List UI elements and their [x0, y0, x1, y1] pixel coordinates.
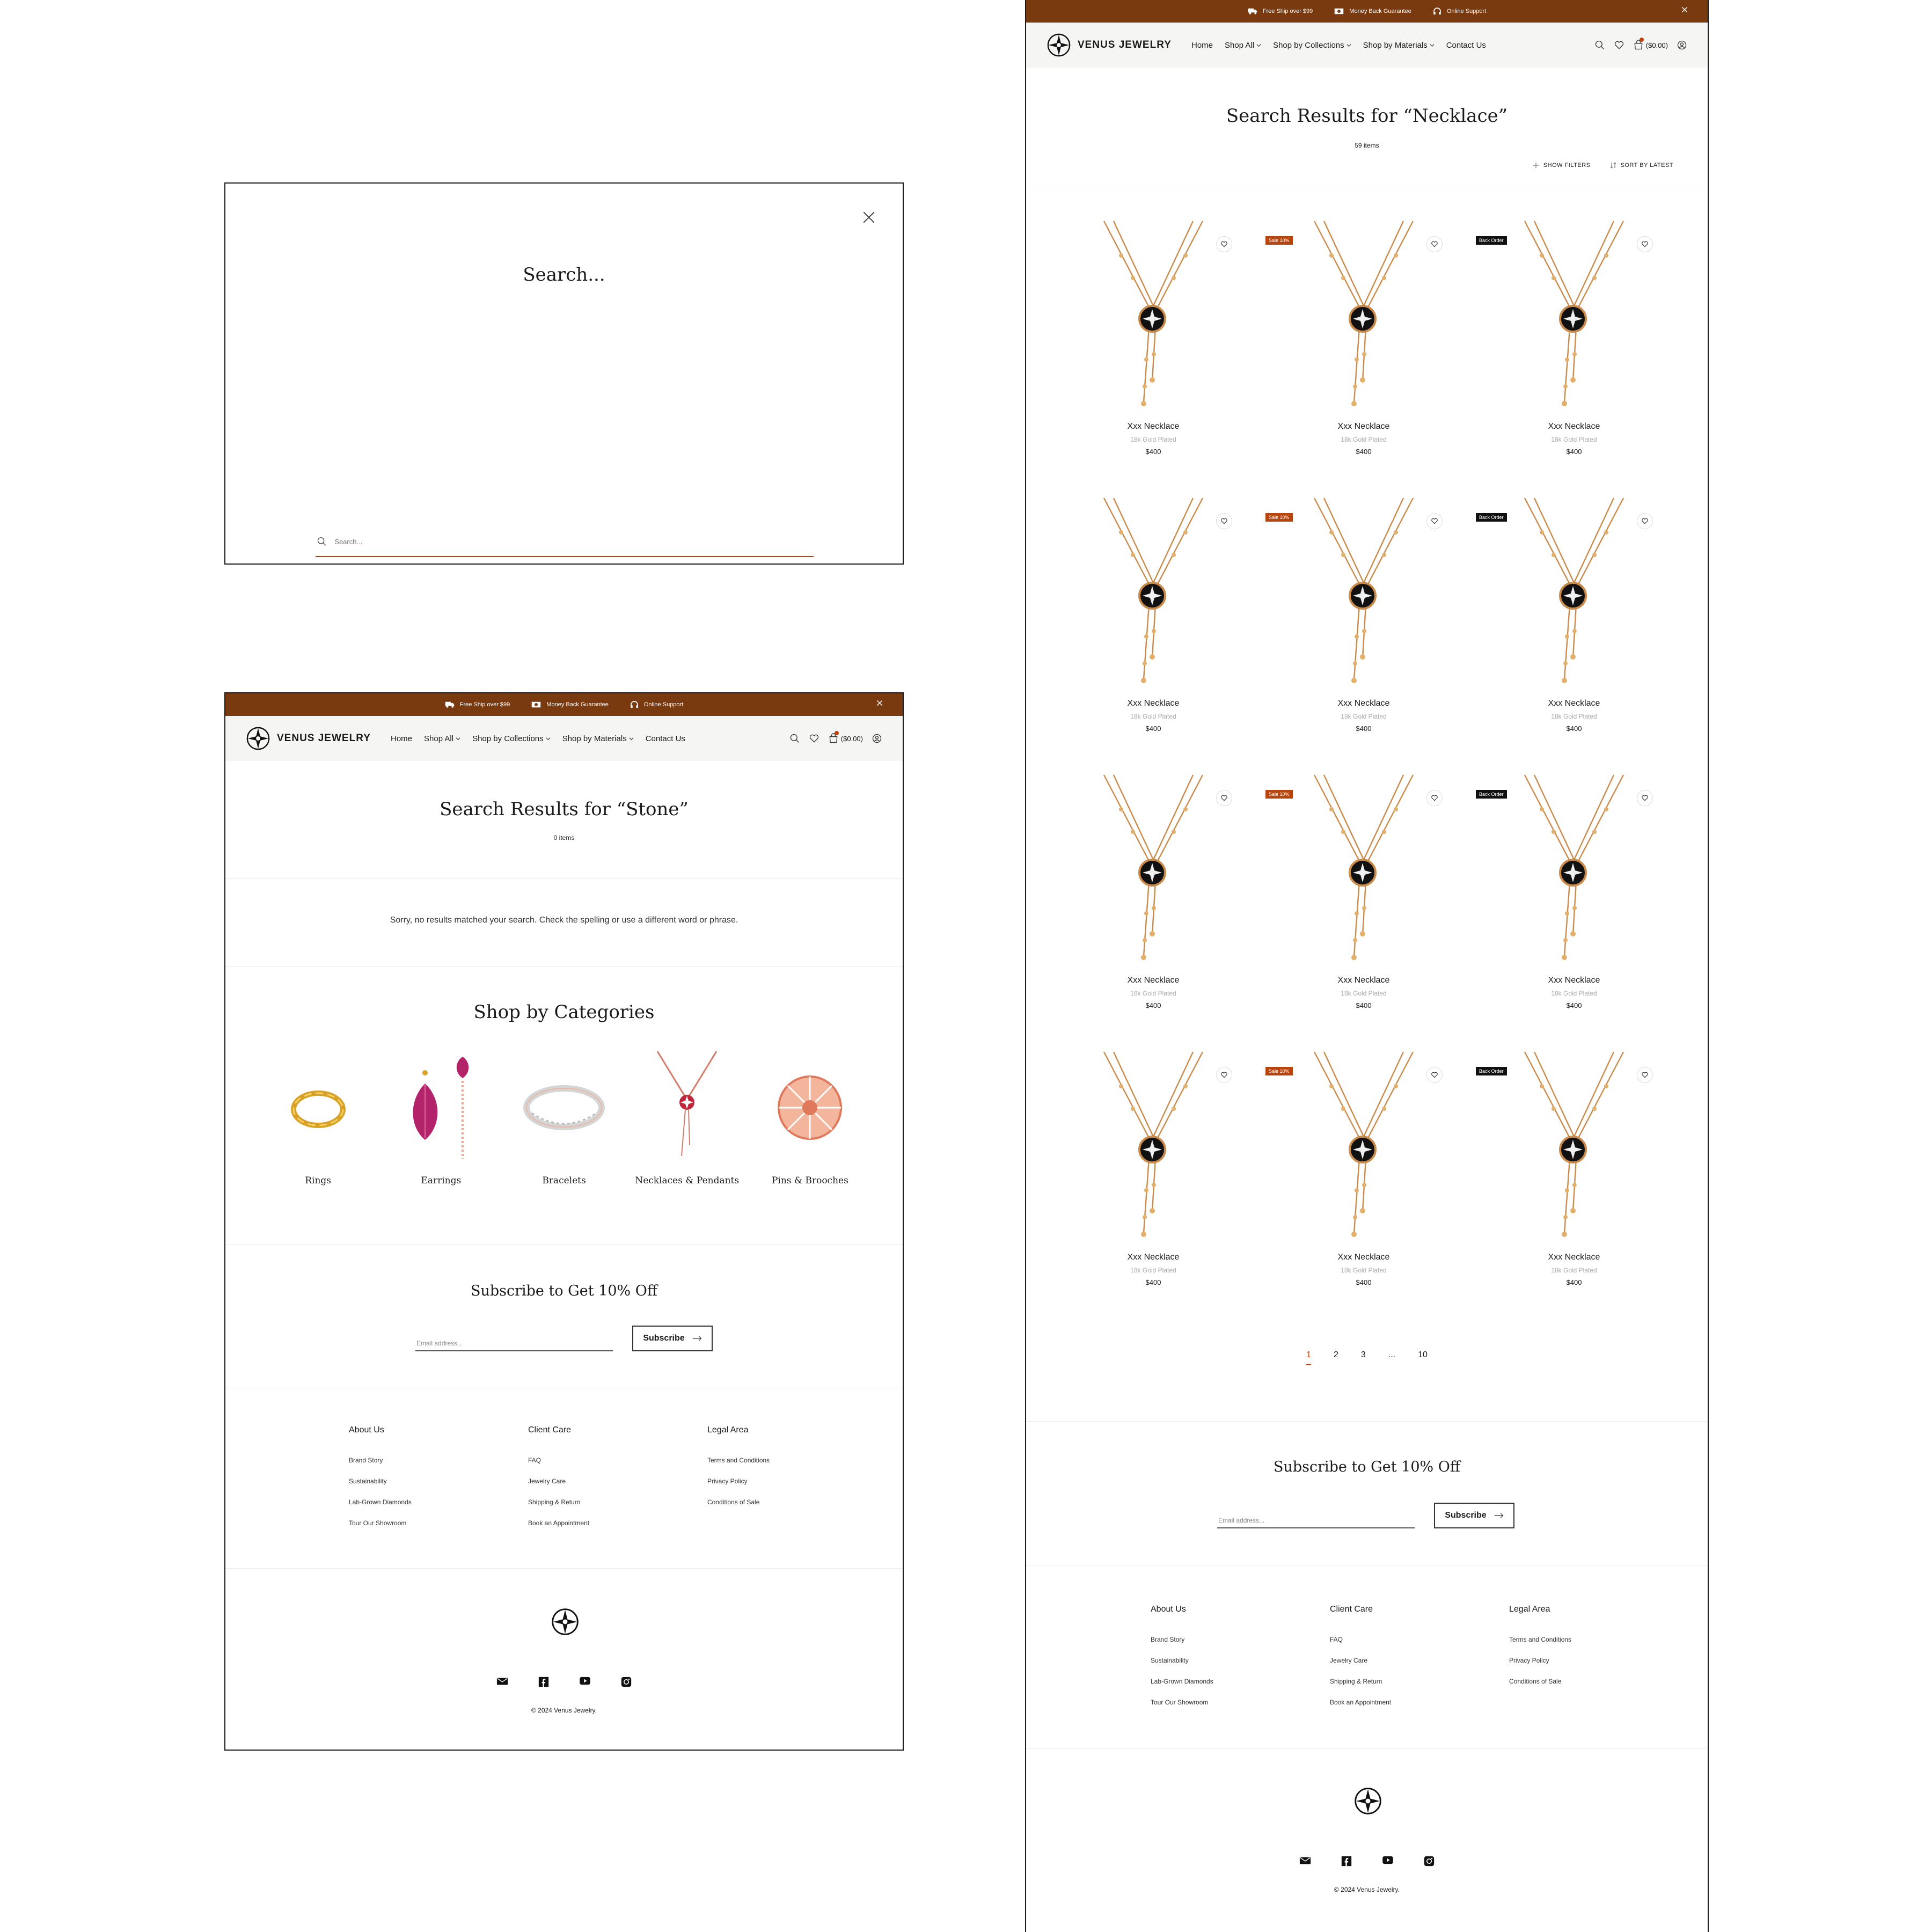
nav-home[interactable]: Home: [1191, 40, 1213, 50]
heart-icon: [1431, 240, 1438, 248]
product-material: 18k Gold Plated: [1551, 1267, 1597, 1274]
nav-label: Shop by Collections: [1273, 40, 1344, 50]
footer-col-legal: [1509, 1605, 1688, 1719]
footer-col-client-care: [1330, 1605, 1509, 1719]
instagram-icon[interactable]: [621, 1677, 632, 1687]
search-icon[interactable]: [789, 733, 800, 744]
compass-logo-icon: [1353, 1785, 1382, 1817]
footer-col-client-care: [528, 1425, 707, 1540]
necklace-product-image: [1520, 220, 1628, 413]
product-card[interactable]: [1055, 1051, 1252, 1328]
product-card[interactable]: [1055, 220, 1252, 497]
category-bracelets[interactable]: [502, 1049, 625, 1186]
social-links: [225, 1677, 903, 1687]
arrow-right-icon: [1494, 1512, 1504, 1519]
divider: [1026, 1748, 1708, 1749]
product-price: $400: [1145, 724, 1161, 733]
nav-shop-all[interactable]: [1225, 41, 1261, 50]
brand-name: VENUS JEWELRY: [277, 733, 371, 744]
sale-badge: Sale 10%: [1265, 236, 1293, 245]
product-material: 18k Gold Plated: [1130, 1267, 1176, 1274]
category-label: Necklaces & Pendants: [635, 1175, 740, 1186]
subscribe-title: Subscribe to Get 10% Off: [1273, 1459, 1461, 1475]
product-name: Xxx Necklace: [1337, 976, 1390, 985]
nav-shop-all[interactable]: [424, 734, 460, 743]
nav-materials[interactable]: [562, 734, 634, 743]
sort-label: SORT BY LATEST: [1620, 162, 1673, 169]
compass-logo-icon: [551, 1606, 580, 1638]
product-price: $400: [1356, 448, 1372, 456]
wishlist-button[interactable]: [1637, 790, 1653, 806]
footer-col-about: [349, 1425, 528, 1540]
product-card[interactable]: [1265, 220, 1462, 497]
product-price: $400: [1145, 1001, 1161, 1009]
footer-link[interactable]: Sustainability: [349, 1477, 387, 1485]
nav-label: Shop All: [1225, 40, 1255, 50]
pagination: [1026, 1350, 1708, 1365]
product-name: Xxx Necklace: [1337, 1253, 1390, 1262]
wishlist-button[interactable]: [1637, 236, 1653, 252]
subscribe-label: Subscribe: [643, 1334, 685, 1343]
sale-badge: Sale 10%: [1265, 790, 1293, 799]
wishlist-button[interactable]: [1637, 1067, 1653, 1083]
necklace-product-image: [1100, 497, 1207, 690]
page-ellipsis: ...: [1388, 1350, 1396, 1359]
necklace-product-image: [1520, 1051, 1628, 1244]
subscribe-title: Subscribe to Get 10% Off: [470, 1283, 658, 1299]
product-material: 18k Gold Plated: [1341, 990, 1387, 997]
result-count: 59 items: [1355, 142, 1379, 149]
copyright-text: 2024 Venus Jewelry.: [1341, 1886, 1400, 1893]
product-price: $400: [1145, 448, 1161, 456]
topbar-guarantee: Money Back Guarantee: [546, 701, 609, 708]
heart-icon: [1431, 1071, 1438, 1079]
page-title: Search Results for “Stone”: [440, 799, 689, 820]
footer-link[interactable]: FAQ: [1330, 1636, 1343, 1643]
chevron-down-icon: [1346, 43, 1351, 48]
page-title: Search Results for “Necklace”: [1226, 105, 1508, 127]
result-count: 0 items: [553, 834, 575, 841]
product-card[interactable]: [1265, 774, 1462, 1051]
product-name: Xxx Necklace: [1548, 1253, 1600, 1262]
cart-total: ($0.00): [1645, 41, 1668, 49]
product-material: 18k Gold Plated: [1341, 436, 1387, 443]
footer-link[interactable]: Privacy Policy: [1509, 1657, 1549, 1664]
necklace-product-image: [1310, 774, 1417, 967]
topbar-support: Online Support: [643, 701, 684, 708]
product-name: Xxx Necklace: [1127, 422, 1180, 431]
footer-link[interactable]: Shipping & Return: [1330, 1678, 1382, 1685]
footer-link[interactable]: Brand Story: [1151, 1636, 1185, 1643]
footer-heading: About Us: [1151, 1605, 1186, 1614]
product-card[interactable]: [1055, 774, 1252, 1051]
category-earrings[interactable]: [379, 1049, 502, 1186]
footer-link[interactable]: Tour Our Showroom: [349, 1519, 407, 1527]
footer-links: [1151, 1605, 1688, 1719]
cart-total: ($0.00): [840, 734, 863, 743]
product-name: Xxx Necklace: [1548, 976, 1600, 985]
truck-icon: [445, 701, 455, 708]
heart-icon: [1220, 517, 1228, 525]
headphones-icon: [630, 700, 639, 709]
wishlist-button[interactable]: [1216, 790, 1232, 806]
necklace-product-image: [1310, 1051, 1417, 1244]
product-grid: [1055, 220, 1681, 1328]
footer-link[interactable]: Conditions of Sale: [707, 1498, 760, 1506]
nav-materials[interactable]: [1363, 41, 1435, 50]
footer-link[interactable]: Lab-Grown Diamonds: [1151, 1678, 1213, 1685]
nav-label: Shop by Collections: [472, 734, 544, 743]
nav-home[interactable]: Home: [391, 734, 413, 743]
product-name: Xxx Necklace: [1127, 1253, 1180, 1262]
footer-link[interactable]: Jewelry Care: [528, 1477, 566, 1485]
sort-button[interactable]: [1610, 162, 1674, 169]
category-brooches[interactable]: [749, 1049, 872, 1186]
footer-link[interactable]: Privacy Policy: [707, 1477, 748, 1485]
search-icon: [317, 536, 327, 547]
copyright: [1026, 1886, 1708, 1893]
product-name: Xxx Necklace: [1337, 422, 1390, 431]
cart-button[interactable]: [828, 733, 863, 744]
heart-icon: [1220, 240, 1228, 248]
divider: [1026, 1421, 1708, 1422]
necklace-search-page: [1025, 0, 1709, 1932]
footer-link[interactable]: Terms and Conditions: [707, 1457, 770, 1464]
money-icon: [531, 701, 541, 708]
footer-link[interactable]: Book an Appointment: [528, 1519, 590, 1527]
heart-icon: [1220, 794, 1228, 802]
product-price: $400: [1145, 1278, 1161, 1286]
product-name: Xxx Necklace: [1127, 699, 1180, 708]
page-10[interactable]: 10: [1418, 1350, 1428, 1359]
nav-collections[interactable]: [1273, 41, 1351, 50]
product-material: 18k Gold Plated: [1341, 1267, 1387, 1274]
youtube-icon[interactable]: [579, 1677, 591, 1685]
account-icon[interactable]: [872, 733, 882, 744]
modal-title: Search...: [523, 264, 605, 286]
account-icon[interactable]: [1677, 40, 1687, 50]
navbar: [1026, 23, 1708, 68]
necklace-product-image: [1100, 1051, 1207, 1244]
divider: [225, 1568, 903, 1569]
nav-label: Shop All: [424, 734, 454, 743]
nav-contact[interactable]: Contact Us: [645, 734, 685, 743]
backorder-badge: Back Order: [1476, 513, 1507, 522]
necklace-product-image: [1520, 774, 1628, 967]
footer-link[interactable]: Book an Appointment: [1330, 1699, 1392, 1706]
nav-label: Shop by Materials: [562, 734, 627, 743]
heart-icon: [1641, 517, 1649, 525]
category-label: Pins & Brooches: [771, 1175, 848, 1186]
cart-indicator: [1640, 38, 1644, 42]
wishlist-button[interactable]: [1426, 236, 1443, 252]
backorder-badge: Back Order: [1476, 790, 1507, 799]
product-card[interactable]: [1265, 1051, 1462, 1328]
product-card[interactable]: [1055, 497, 1252, 774]
category-list: [257, 1049, 872, 1186]
brooch-image: [772, 1070, 847, 1145]
footer-link[interactable]: Sustainability: [1151, 1657, 1189, 1664]
wishlist-button[interactable]: [1216, 236, 1232, 252]
money-icon: [1334, 8, 1344, 15]
page-1[interactable]: 1: [1306, 1350, 1311, 1365]
category-label: Earrings: [421, 1175, 462, 1186]
subscribe-label: Subscribe: [1445, 1511, 1487, 1520]
heart-icon: [1431, 517, 1438, 525]
filters-label: SHOW FILTERS: [1543, 162, 1591, 169]
search-field[interactable]: [316, 527, 814, 557]
email-field[interactable]: Email address...: [1217, 1513, 1415, 1528]
footer-link[interactable]: Lab-Grown Diamonds: [349, 1498, 412, 1506]
search-icon[interactable]: [1594, 40, 1605, 50]
chevron-down-icon: [629, 736, 634, 741]
sort-icon: [1610, 162, 1616, 169]
heart-icon: [1431, 794, 1438, 802]
copyright: [225, 1707, 903, 1714]
category-necklaces[interactable]: [626, 1049, 749, 1186]
product-material: 18k Gold Plated: [1130, 436, 1176, 443]
footer-link[interactable]: Conditions of Sale: [1509, 1678, 1562, 1685]
footer-heading: Legal Area: [707, 1425, 749, 1435]
page-3[interactable]: 3: [1360, 1350, 1366, 1359]
footer-link[interactable]: Terms and Conditions: [1509, 1636, 1572, 1643]
bracelet-image: [521, 1081, 607, 1135]
footer-heading: Legal Area: [1509, 1605, 1550, 1614]
product-name: Xxx Necklace: [1548, 699, 1600, 708]
truck-icon: [1248, 8, 1257, 15]
wishlist-button[interactable]: [1637, 513, 1653, 529]
categories-title: Shop by Categories: [473, 1001, 655, 1023]
earrings-image: [404, 1051, 479, 1164]
category-label: Rings: [305, 1175, 331, 1186]
wishlist-button[interactable]: [1216, 513, 1232, 529]
close-icon[interactable]: [876, 699, 883, 707]
close-icon[interactable]: [1681, 6, 1688, 13]
ring-image: [289, 1084, 348, 1132]
product-material: 18k Gold Plated: [1341, 713, 1387, 720]
category-rings[interactable]: [257, 1049, 379, 1186]
backorder-badge: Back Order: [1476, 1067, 1507, 1075]
show-filters-button[interactable]: [1533, 162, 1591, 169]
heart-icon: [1641, 240, 1649, 248]
heart-icon: [1641, 1071, 1649, 1079]
nav-contact[interactable]: Contact Us: [1446, 40, 1486, 50]
arrow-right-icon: [692, 1335, 702, 1342]
cart-button[interactable]: [1633, 40, 1668, 50]
wishlist-button[interactable]: [1426, 790, 1443, 806]
nav-label: Shop by Materials: [1363, 40, 1428, 50]
product-name: Xxx Necklace: [1127, 976, 1180, 985]
product-price: $400: [1356, 1001, 1372, 1009]
brand[interactable]: [246, 726, 391, 751]
backorder-badge: Back Order: [1476, 236, 1507, 245]
close-icon[interactable]: [862, 210, 876, 224]
product-card[interactable]: [1476, 1051, 1672, 1328]
wishlist-button[interactable]: [1426, 1067, 1443, 1083]
stone-search-page: [224, 692, 904, 1751]
product-material: 18k Gold Plated: [1130, 713, 1176, 720]
no-results-message: Sorry, no results matched your search. Check the spelling or use a different word or phrase.: [390, 916, 738, 925]
product-card[interactable]: [1476, 220, 1672, 497]
sale-badge: Sale 10%: [1265, 513, 1293, 522]
necklace-product-image: [1520, 497, 1628, 690]
divider: [225, 1244, 903, 1245]
chevron-down-icon: [546, 736, 551, 741]
plus-icon: [1533, 162, 1539, 169]
topbar-shipping: Free Ship over $99: [459, 701, 510, 708]
brand-name: VENUS JEWELRY: [1078, 39, 1172, 50]
mail-icon[interactable]: [1299, 1856, 1311, 1865]
product-material: 18k Gold Plated: [1551, 436, 1597, 443]
navbar: [225, 716, 903, 761]
divider: [225, 966, 903, 967]
copyright-text: 2024 Venus Jewelry.: [538, 1707, 597, 1714]
search-modal: [224, 182, 904, 565]
footer-link[interactable]: Brand Story: [349, 1457, 383, 1464]
footer-link[interactable]: Jewelry Care: [1330, 1657, 1368, 1664]
announcement-bar: [225, 693, 903, 716]
subscribe-button[interactable]: [632, 1326, 713, 1351]
chevron-down-icon: [1430, 43, 1435, 48]
nav-collections[interactable]: [472, 734, 551, 743]
mail-icon[interactable]: [496, 1677, 508, 1686]
facebook-icon[interactable]: [1341, 1856, 1352, 1867]
compass-logo-icon: [246, 726, 270, 751]
subscribe-form: [415, 1326, 713, 1351]
necklace-product-image: [1310, 497, 1417, 690]
product-price: $400: [1356, 724, 1372, 733]
heart-icon[interactable]: [809, 733, 819, 744]
product-price: $400: [1566, 724, 1582, 733]
wishlist-button[interactable]: [1216, 1067, 1232, 1083]
topbar-shipping: Free Ship over $99: [1262, 8, 1313, 14]
heart-icon: [1220, 1071, 1228, 1079]
facebook-icon[interactable]: [538, 1677, 549, 1687]
social-links: [1026, 1856, 1708, 1867]
product-card[interactable]: [1476, 774, 1672, 1051]
footer-heading: Client Care: [528, 1425, 572, 1435]
heart-icon: [1641, 794, 1649, 802]
instagram-icon[interactable]: [1424, 1856, 1435, 1867]
product-card[interactable]: [1476, 497, 1672, 774]
subscribe-button[interactable]: [1434, 1503, 1514, 1528]
product-material: 18k Gold Plated: [1551, 713, 1597, 720]
footer-link[interactable]: FAQ: [528, 1457, 541, 1464]
subscribe-form: [1217, 1503, 1514, 1528]
brand[interactable]: [1046, 33, 1191, 57]
footer-heading: Client Care: [1330, 1605, 1373, 1614]
announcement-bar: [1026, 0, 1708, 23]
wishlist-button[interactable]: [1426, 513, 1443, 529]
youtube-icon[interactable]: [1382, 1856, 1394, 1864]
footer-link[interactable]: Shipping & Return: [528, 1498, 581, 1506]
search-input[interactable]: [334, 538, 814, 546]
product-material: 18k Gold Plated: [1551, 990, 1597, 997]
footer-links: [349, 1425, 887, 1540]
footer-heading: About Us: [349, 1425, 384, 1435]
heart-icon[interactable]: [1614, 40, 1624, 50]
divider: [225, 878, 903, 879]
email-field[interactable]: Email address...: [415, 1336, 613, 1351]
compass-logo-icon: [1046, 33, 1071, 57]
product-price: $400: [1356, 1278, 1372, 1286]
sale-badge: Sale 10%: [1265, 1067, 1293, 1075]
necklace-product-image: [1100, 774, 1207, 967]
topbar-support: Online Support: [1446, 8, 1487, 14]
footer-col-about: [1151, 1605, 1330, 1719]
necklace-image: [652, 1049, 722, 1167]
product-price: $400: [1566, 448, 1582, 456]
product-price: $400: [1566, 1278, 1582, 1286]
product-price: $400: [1566, 1001, 1582, 1009]
footer-link[interactable]: Tour Our Showroom: [1151, 1699, 1209, 1706]
necklace-product-image: [1100, 220, 1207, 413]
footer-col-legal: [707, 1425, 887, 1540]
product-card[interactable]: [1265, 497, 1462, 774]
necklace-product-image: [1310, 220, 1417, 413]
chevron-down-icon: [1256, 43, 1261, 48]
copyright-symbol: ©: [1334, 1886, 1341, 1893]
copyright-symbol: ©: [531, 1707, 538, 1714]
topbar-guarantee: Money Back Guarantee: [1349, 8, 1411, 14]
chevron-down-icon: [456, 736, 460, 741]
page-2[interactable]: 2: [1333, 1350, 1338, 1359]
cart-indicator: [835, 731, 839, 735]
product-name: Xxx Necklace: [1337, 699, 1390, 708]
product-material: 18k Gold Plated: [1130, 990, 1176, 997]
headphones-icon: [1433, 7, 1441, 16]
product-name: Xxx Necklace: [1548, 422, 1600, 431]
category-label: Bracelets: [542, 1175, 586, 1186]
